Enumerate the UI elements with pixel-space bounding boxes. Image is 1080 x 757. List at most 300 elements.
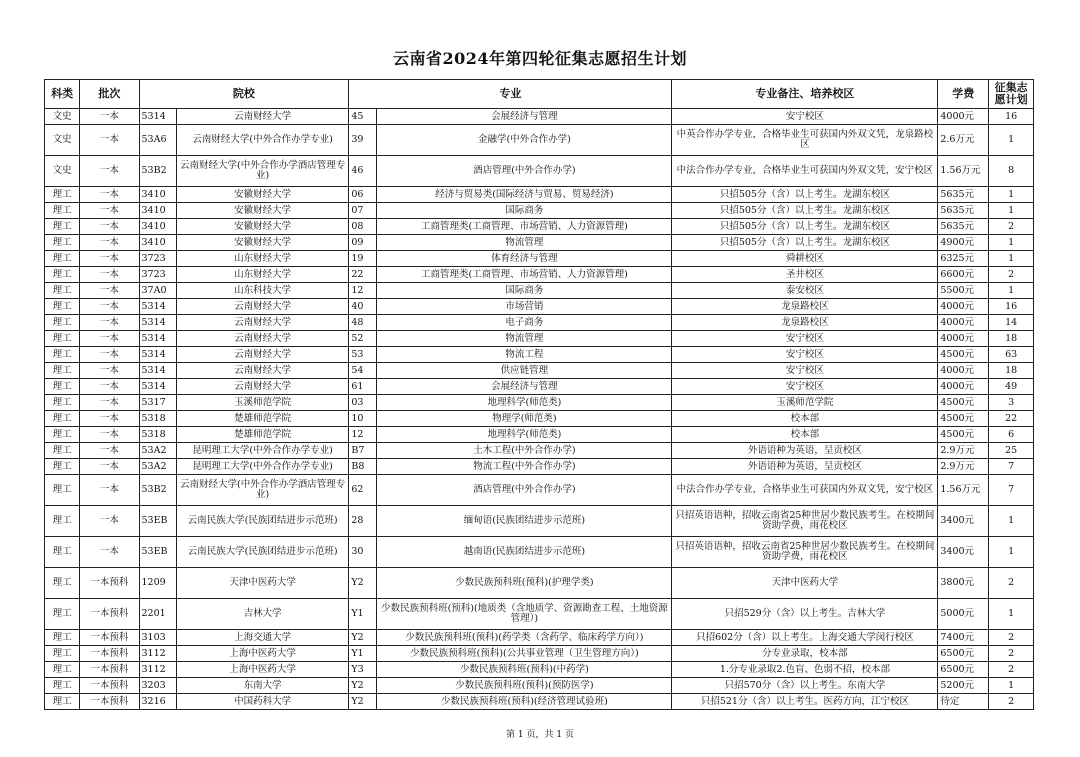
cell-batch: 一本	[80, 347, 139, 363]
cell-notes: 1.分专业录取2.色盲、色弱不招，校本部	[672, 662, 938, 678]
cell-tuition: 5635元	[938, 187, 989, 203]
cell-notes: 只招505分（含）以上考生。龙湖东校区	[672, 203, 938, 219]
cell-batch: 一本	[80, 109, 139, 125]
cell-major-name: 物流工程	[377, 347, 672, 363]
cell-batch: 一本	[80, 427, 139, 443]
header-plan: 征集志愿计划	[989, 80, 1034, 109]
cell-plan-count: 1	[989, 599, 1034, 630]
cell-category: 理工	[45, 411, 80, 427]
cell-category: 理工	[45, 537, 80, 568]
table-row	[45, 427, 1034, 443]
cell-school-name: 云南财经大学	[176, 347, 348, 363]
cell-tuition: 4000元	[938, 109, 989, 125]
cell-school-name: 中国药科大学	[176, 694, 348, 710]
cell-category: 理工	[45, 427, 80, 443]
cell-batch: 一本	[80, 125, 139, 156]
cell-school-name: 昆明理工大学(中外合作办学专业)	[176, 443, 348, 459]
cell-category: 理工	[45, 694, 80, 710]
cell-major-code: 45	[349, 109, 377, 125]
cell-major-name: 酒店管理(中外合作办学)	[377, 475, 672, 506]
header-major: 专业	[349, 80, 672, 109]
table-row	[45, 235, 1034, 251]
cell-category: 理工	[45, 630, 80, 646]
cell-tuition: 6500元	[938, 646, 989, 662]
cell-school-code: 3723	[139, 251, 176, 267]
cell-plan-count: 2	[989, 219, 1034, 235]
cell-notes: 只招英语语种，招收云南省25种世居少数民族考生。在校期间资助学费，雨花校区	[672, 506, 938, 537]
cell-school-name: 上海交通大学	[176, 630, 348, 646]
cell-major-code: 62	[349, 475, 377, 506]
cell-notes: 圣井校区	[672, 267, 938, 283]
header-category: 科类	[45, 80, 80, 109]
cell-batch: 一本	[80, 395, 139, 411]
cell-major-code: 40	[349, 299, 377, 315]
cell-major-name: 土木工程(中外合作办学)	[377, 443, 672, 459]
cell-major-name: 经济与贸易类(国际经济与贸易、贸易经济)	[377, 187, 672, 203]
cell-category: 理工	[45, 347, 80, 363]
cell-tuition: 4000元	[938, 379, 989, 395]
cell-category: 理工	[45, 379, 80, 395]
cell-major-code: 46	[349, 156, 377, 187]
cell-school-name: 山东财经大学	[176, 267, 348, 283]
cell-school-code: 5318	[139, 427, 176, 443]
cell-school-name: 云南财经大学(中外合作办学酒店管理专业)	[176, 156, 348, 187]
cell-major-name: 会展经济与管理	[377, 379, 672, 395]
cell-batch: 一本预科	[80, 568, 139, 599]
table-row	[45, 331, 1034, 347]
cell-major-code: Y2	[349, 568, 377, 599]
cell-school-name: 云南民族大学(民族团结进步示范班)	[176, 506, 348, 537]
cell-school-code: 2201	[139, 599, 176, 630]
table-row	[45, 395, 1034, 411]
cell-major-name: 工商管理类(工商管理、市场营销、人力资源管理)	[377, 267, 672, 283]
cell-plan-count: 7	[989, 459, 1034, 475]
cell-major-code: 52	[349, 331, 377, 347]
cell-tuition: 5200元	[938, 678, 989, 694]
cell-plan-count: 1	[989, 678, 1034, 694]
table-row	[45, 475, 1034, 506]
cell-tuition: 4000元	[938, 315, 989, 331]
cell-plan-count: 2	[989, 267, 1034, 283]
cell-school-name: 云南民族大学(民族团结进步示范班)	[176, 537, 348, 568]
cell-batch: 一本	[80, 219, 139, 235]
cell-school-name: 昆明理工大学(中外合作办学专业)	[176, 459, 348, 475]
cell-school-code: 5314	[139, 363, 176, 379]
cell-tuition: 3400元	[938, 506, 989, 537]
cell-major-code: 08	[349, 219, 377, 235]
cell-category: 理工	[45, 568, 80, 599]
cell-tuition: 1.56万元	[938, 475, 989, 506]
cell-plan-count: 2	[989, 568, 1034, 599]
table-row	[45, 599, 1034, 630]
cell-school-code: 1209	[139, 568, 176, 599]
cell-school-name: 天津中医药大学	[176, 568, 348, 599]
cell-major-code: 19	[349, 251, 377, 267]
cell-major-name: 酒店管理(中外合作办学)	[377, 156, 672, 187]
cell-plan-count: 25	[989, 443, 1034, 459]
cell-plan-count: 16	[989, 299, 1034, 315]
cell-notes: 外语语种为英语，呈贡校区	[672, 443, 938, 459]
cell-notes: 只招602分（含）以上考生。上海交通大学闵行校区	[672, 630, 938, 646]
cell-category: 文史	[45, 109, 80, 125]
cell-tuition: 4500元	[938, 395, 989, 411]
cell-major-code: Y1	[349, 599, 377, 630]
cell-tuition: 4500元	[938, 411, 989, 427]
cell-major-name: 金融学(中外合作办学)	[377, 125, 672, 156]
cell-plan-count: 16	[989, 109, 1034, 125]
table-header-row	[45, 80, 1034, 109]
cell-major-code: 10	[349, 411, 377, 427]
cell-school-name: 安徽财经大学	[176, 219, 348, 235]
cell-school-name: 云南财经大学	[176, 363, 348, 379]
cell-tuition: 7400元	[938, 630, 989, 646]
cell-school-code: 5318	[139, 411, 176, 427]
cell-category: 理工	[45, 315, 80, 331]
cell-major-code: 30	[349, 537, 377, 568]
cell-major-name: 供应链管理	[377, 363, 672, 379]
cell-category: 理工	[45, 443, 80, 459]
cell-tuition: 4000元	[938, 363, 989, 379]
cell-plan-count: 2	[989, 646, 1034, 662]
cell-major-code: 07	[349, 203, 377, 219]
cell-major-code: Y3	[349, 662, 377, 678]
cell-category: 理工	[45, 395, 80, 411]
cell-tuition: 5635元	[938, 203, 989, 219]
page-footer: 第 1 页，共 1 页	[506, 730, 574, 740]
cell-category: 理工	[45, 251, 80, 267]
cell-school-code: 53A2	[139, 443, 176, 459]
cell-category: 理工	[45, 187, 80, 203]
cell-plan-count: 1	[989, 251, 1034, 267]
table-row	[45, 537, 1034, 568]
cell-tuition: 4500元	[938, 427, 989, 443]
table-row	[45, 459, 1034, 475]
cell-major-name: 工商管理类(工商管理、市场营销、人力资源管理)	[377, 219, 672, 235]
cell-major-code: 28	[349, 506, 377, 537]
cell-tuition: 6325元	[938, 251, 989, 267]
cell-school-name: 云南财经大学	[176, 331, 348, 347]
cell-category: 理工	[45, 506, 80, 537]
cell-category: 理工	[45, 363, 80, 379]
cell-notes: 中英合作办学专业，合格毕业生可获国内外双文凭，龙泉路校区	[672, 125, 938, 156]
cell-major-code: 12	[349, 427, 377, 443]
cell-major-name: 地理科学(师范类)	[377, 427, 672, 443]
cell-batch: 一本预科	[80, 630, 139, 646]
cell-school-name: 楚雄师范学院	[176, 411, 348, 427]
cell-tuition: 2.9万元	[938, 443, 989, 459]
cell-notes: 只招529分（含）以上考生。吉林大学	[672, 599, 938, 630]
cell-plan-count: 6	[989, 427, 1034, 443]
cell-tuition: 2.9万元	[938, 459, 989, 475]
cell-plan-count: 2	[989, 630, 1034, 646]
cell-major-name: 少数民族预科班(预科)(预防医学)	[377, 678, 672, 694]
cell-category: 理工	[45, 678, 80, 694]
cell-school-code: 3410	[139, 235, 176, 251]
table-row	[45, 568, 1034, 599]
header-notes: 专业备注、培养校区	[672, 80, 938, 109]
cell-category: 理工	[45, 331, 80, 347]
cell-notes: 只招505分（含）以上考生。龙湖东校区	[672, 219, 938, 235]
cell-tuition: 6600元	[938, 267, 989, 283]
table-row	[45, 315, 1034, 331]
cell-category: 理工	[45, 662, 80, 678]
cell-notes: 泰安校区	[672, 283, 938, 299]
cell-notes: 安宁校区	[672, 331, 938, 347]
header-tuition: 学费	[938, 80, 989, 109]
cell-school-code: 3723	[139, 267, 176, 283]
cell-category: 理工	[45, 283, 80, 299]
table-row	[45, 203, 1034, 219]
cell-notes: 校本部	[672, 411, 938, 427]
table-row	[45, 630, 1034, 646]
cell-plan-count: 1	[989, 537, 1034, 568]
cell-batch: 一本	[80, 331, 139, 347]
cell-major-name: 物流管理	[377, 235, 672, 251]
cell-major-name: 少数民族预科班(预科)(药学类（含药学、临床药学方向）)	[377, 630, 672, 646]
cell-school-code: 53B2	[139, 475, 176, 506]
cell-notes: 中法合作办学专业，合格毕业生可获国内外双文凭，安宁校区	[672, 156, 938, 187]
cell-school-code: 37A0	[139, 283, 176, 299]
cell-tuition: 6500元	[938, 662, 989, 678]
cell-plan-count: 63	[989, 347, 1034, 363]
enrollment-plan-table	[44, 79, 1034, 710]
table-row	[45, 283, 1034, 299]
cell-school-name: 吉林大学	[176, 599, 348, 630]
cell-notes: 校本部	[672, 427, 938, 443]
table-body	[45, 109, 1034, 710]
cell-major-name: 物流管理	[377, 331, 672, 347]
cell-batch: 一本	[80, 156, 139, 187]
cell-batch: 一本	[80, 283, 139, 299]
cell-batch: 一本	[80, 411, 139, 427]
cell-notes: 舜耕校区	[672, 251, 938, 267]
cell-tuition: 4500元	[938, 347, 989, 363]
cell-notes: 分专业录取，校本部	[672, 646, 938, 662]
cell-major-code: Y2	[349, 694, 377, 710]
cell-batch: 一本预科	[80, 662, 139, 678]
cell-major-name: 少数民族预科班(预科)(中药学)	[377, 662, 672, 678]
cell-notes: 龙泉路校区	[672, 299, 938, 315]
cell-school-name: 安徽财经大学	[176, 187, 348, 203]
table-row	[45, 694, 1034, 710]
cell-category: 理工	[45, 203, 80, 219]
table-row	[45, 267, 1034, 283]
cell-major-code: 54	[349, 363, 377, 379]
cell-tuition: 4000元	[938, 299, 989, 315]
table-row	[45, 156, 1034, 187]
cell-tuition: 2.6万元	[938, 125, 989, 156]
page-title: 云南省2024年第四轮征集志愿招生计划	[392, 49, 688, 68]
cell-notes: 玉溪师范学院	[672, 395, 938, 411]
table-row	[45, 125, 1034, 156]
cell-school-code: 3112	[139, 646, 176, 662]
cell-notes: 安宁校区	[672, 379, 938, 395]
cell-plan-count: 7	[989, 475, 1034, 506]
cell-school-name: 云南财经大学(中外合作办学酒店管理专业)	[176, 475, 348, 506]
cell-batch: 一本预科	[80, 678, 139, 694]
cell-category: 文史	[45, 125, 80, 156]
table-row	[45, 187, 1034, 203]
cell-school-name: 云南财经大学	[176, 379, 348, 395]
cell-major-code: 03	[349, 395, 377, 411]
cell-school-name: 云南财经大学	[176, 299, 348, 315]
table-row	[45, 219, 1034, 235]
cell-major-code: 48	[349, 315, 377, 331]
cell-major-name: 体育经济与管理	[377, 251, 672, 267]
cell-major-name: 少数民族预科班(预科)(护理学类)	[377, 568, 672, 599]
cell-school-name: 楚雄师范学院	[176, 427, 348, 443]
cell-school-code: 53A6	[139, 125, 176, 156]
cell-school-name: 山东科技大学	[176, 283, 348, 299]
cell-school-code: 3216	[139, 694, 176, 710]
cell-school-name: 玉溪师范学院	[176, 395, 348, 411]
cell-category: 理工	[45, 459, 80, 475]
cell-notes: 只招505分（含）以上考生。龙湖东校区	[672, 187, 938, 203]
cell-notes: 只招570分（含）以上考生。东南大学	[672, 678, 938, 694]
cell-notes: 只招505分（含）以上考生。龙湖东校区	[672, 235, 938, 251]
cell-school-code: 5314	[139, 299, 176, 315]
cell-major-name: 物流工程(中外合作办学)	[377, 459, 672, 475]
cell-batch: 一本	[80, 299, 139, 315]
cell-major-code: 61	[349, 379, 377, 395]
cell-batch: 一本	[80, 537, 139, 568]
cell-plan-count: 22	[989, 411, 1034, 427]
cell-school-code: 3103	[139, 630, 176, 646]
cell-major-name: 国际商务	[377, 203, 672, 219]
cell-batch: 一本	[80, 235, 139, 251]
cell-major-name: 越南语(民族团结进步示范班)	[377, 537, 672, 568]
cell-plan-count: 3	[989, 395, 1034, 411]
cell-major-code: B7	[349, 443, 377, 459]
cell-school-code: 5314	[139, 379, 176, 395]
table-row	[45, 411, 1034, 427]
cell-category: 理工	[45, 475, 80, 506]
cell-batch: 一本	[80, 379, 139, 395]
table-row	[45, 443, 1034, 459]
cell-notes: 只招英语语种，招收云南省25种世居少数民族考生。在校期间资助学费，雨花校区	[672, 537, 938, 568]
cell-tuition: 3800元	[938, 568, 989, 599]
cell-major-name: 少数民族预科班(预科)(公共事业管理（卫生管理方向）)	[377, 646, 672, 662]
cell-school-code: 3410	[139, 203, 176, 219]
cell-plan-count: 18	[989, 363, 1034, 379]
cell-tuition: 3400元	[938, 537, 989, 568]
cell-major-name: 电子商务	[377, 315, 672, 331]
cell-school-code: 53EB	[139, 506, 176, 537]
cell-major-code: 39	[349, 125, 377, 156]
cell-tuition: 1.56万元	[938, 156, 989, 187]
cell-plan-count: 1	[989, 506, 1034, 537]
cell-school-name: 云南财经大学	[176, 315, 348, 331]
cell-school-code: 3112	[139, 662, 176, 678]
cell-major-code: 53	[349, 347, 377, 363]
cell-major-name: 少数民族预科班(预科)(地质类（含地质学、资源勘查工程、土地资源管理）)	[377, 599, 672, 630]
cell-notes: 只招521分（含）以上考生。医药方向，江宁校区	[672, 694, 938, 710]
table-row	[45, 646, 1034, 662]
table-row	[45, 299, 1034, 315]
cell-major-name: 会展经济与管理	[377, 109, 672, 125]
cell-batch: 一本	[80, 443, 139, 459]
cell-plan-count: 14	[989, 315, 1034, 331]
cell-notes: 外语语种为英语，呈贡校区	[672, 459, 938, 475]
cell-plan-count: 1	[989, 235, 1034, 251]
cell-school-code: 53EB	[139, 537, 176, 568]
cell-batch: 一本	[80, 475, 139, 506]
cell-school-name: 上海中医药大学	[176, 646, 348, 662]
cell-major-code: 12	[349, 283, 377, 299]
cell-major-code: 22	[349, 267, 377, 283]
cell-plan-count: 1	[989, 283, 1034, 299]
cell-batch: 一本	[80, 315, 139, 331]
header-school: 院校	[139, 80, 349, 109]
cell-plan-count: 2	[989, 694, 1034, 710]
table-row	[45, 109, 1034, 125]
cell-category: 理工	[45, 646, 80, 662]
cell-school-name: 上海中医药大学	[176, 662, 348, 678]
table-row	[45, 251, 1034, 267]
cell-major-name: 地理科学(师范类)	[377, 395, 672, 411]
table-row	[45, 662, 1034, 678]
cell-tuition: 5000元	[938, 599, 989, 630]
cell-category: 理工	[45, 235, 80, 251]
cell-tuition: 5635元	[938, 219, 989, 235]
cell-tuition: 5500元	[938, 283, 989, 299]
cell-notes: 安宁校区	[672, 347, 938, 363]
cell-school-code: 3410	[139, 187, 176, 203]
cell-major-code: B8	[349, 459, 377, 475]
cell-major-code: Y1	[349, 646, 377, 662]
cell-notes: 中法合作办学专业，合格毕业生可获国内外双文凭，安宁校区	[672, 475, 938, 506]
cell-plan-count: 1	[989, 125, 1034, 156]
table-row	[45, 379, 1034, 395]
cell-school-name: 云南财经大学	[176, 109, 348, 125]
cell-batch: 一本预科	[80, 646, 139, 662]
cell-school-name: 山东财经大学	[176, 251, 348, 267]
cell-category: 理工	[45, 599, 80, 630]
cell-batch: 一本预科	[80, 599, 139, 630]
cell-plan-count: 1	[989, 187, 1034, 203]
cell-notes: 龙泉路校区	[672, 315, 938, 331]
cell-batch: 一本	[80, 251, 139, 267]
cell-category: 理工	[45, 299, 80, 315]
cell-plan-count: 18	[989, 331, 1034, 347]
cell-batch: 一本	[80, 506, 139, 537]
cell-notes: 天津中医药大学	[672, 568, 938, 599]
cell-category: 理工	[45, 219, 80, 235]
cell-batch: 一本预科	[80, 694, 139, 710]
cell-plan-count: 2	[989, 662, 1034, 678]
cell-school-code: 5314	[139, 315, 176, 331]
cell-notes: 安宁校区	[672, 363, 938, 379]
cell-school-code: 5314	[139, 331, 176, 347]
cell-major-code: Y2	[349, 678, 377, 694]
cell-plan-count: 8	[989, 156, 1034, 187]
cell-tuition: 4900元	[938, 235, 989, 251]
cell-category: 理工	[45, 267, 80, 283]
cell-tuition: 4000元	[938, 331, 989, 347]
cell-school-code: 5314	[139, 109, 176, 125]
cell-school-code: 53A2	[139, 459, 176, 475]
cell-school-code: 5317	[139, 395, 176, 411]
cell-major-name: 国际商务	[377, 283, 672, 299]
cell-batch: 一本	[80, 267, 139, 283]
cell-school-name: 安徽财经大学	[176, 203, 348, 219]
cell-batch: 一本	[80, 459, 139, 475]
cell-major-code: Y2	[349, 630, 377, 646]
cell-batch: 一本	[80, 363, 139, 379]
table-row	[45, 347, 1034, 363]
cell-category: 文史	[45, 156, 80, 187]
cell-major-name: 市场营销	[377, 299, 672, 315]
